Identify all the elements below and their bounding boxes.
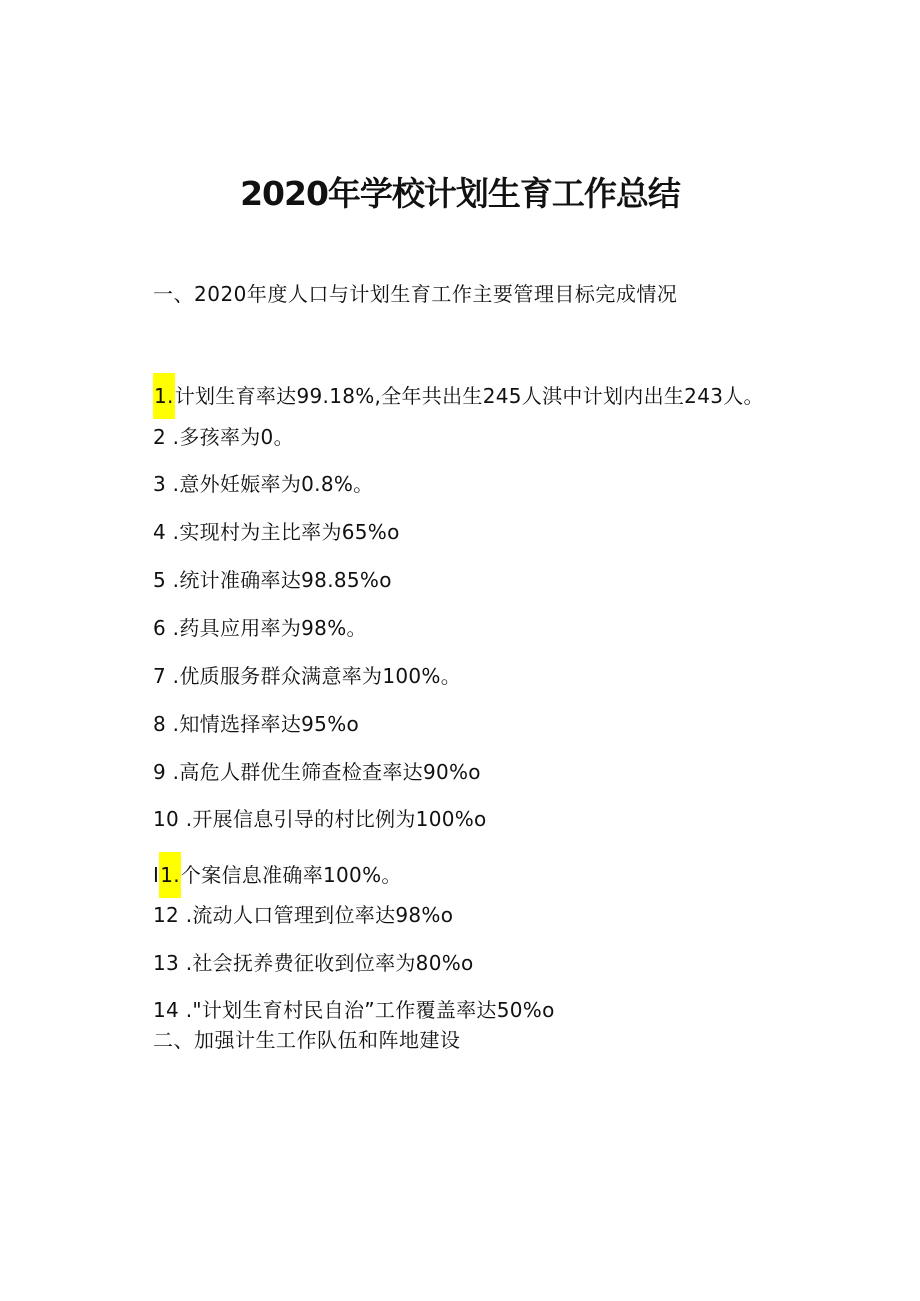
list-item bbox=[153, 565, 392, 595]
item-number: 7 . bbox=[153, 664, 180, 688]
item-text: 流动人口管理到位率达98%o bbox=[192, 903, 454, 927]
section-heading-2: 二、加强计生工作队伍和阵地建设 bbox=[153, 1028, 461, 1052]
item-number: 10 . bbox=[153, 807, 193, 831]
list-item bbox=[153, 709, 359, 739]
item-number: 2 . bbox=[153, 425, 180, 449]
item-text: 社会抚养费征收到位率为80%o bbox=[192, 951, 474, 975]
list-item bbox=[153, 757, 481, 787]
item-text: 优质服务群众满意率为100%。 bbox=[179, 664, 462, 688]
list-item bbox=[153, 517, 400, 547]
item-text: 个案信息准确率100%。 bbox=[180, 863, 402, 887]
list-item bbox=[153, 613, 367, 643]
item-text: 统计准确率达98.85%o bbox=[179, 568, 392, 592]
list-item bbox=[153, 661, 461, 691]
item-number-highlight: 1. bbox=[159, 852, 181, 898]
list-item bbox=[153, 948, 474, 978]
item-text: 实现村为主比率为65%o bbox=[179, 520, 400, 544]
item-number: 1. bbox=[153, 373, 175, 419]
item-text: 药具应用率为98%。 bbox=[179, 616, 367, 640]
item-number-prefix: I bbox=[153, 863, 160, 887]
list-item bbox=[153, 852, 402, 898]
item-number: 13 . bbox=[153, 951, 193, 975]
list-item bbox=[153, 469, 373, 499]
document-title: 2020年学校计划生育工作总结 bbox=[240, 174, 680, 213]
list-item bbox=[153, 900, 453, 930]
item-text: 知情选择率达95%o bbox=[179, 712, 360, 736]
item-number: 14 . bbox=[153, 998, 193, 1022]
item-text: 计划生育率达99.18%,全年共出生245人淇中计划内出生243人。 bbox=[174, 384, 764, 408]
item-text: 多孩率为0。 bbox=[179, 425, 294, 449]
list-item bbox=[153, 804, 487, 834]
section-heading-1: 一、2020年度人口与计划生育工作主要管理目标完成情况 bbox=[153, 282, 678, 306]
item-number: 12 . bbox=[153, 903, 193, 927]
list-item bbox=[153, 373, 764, 419]
item-number: 6 . bbox=[153, 616, 180, 640]
item-text: 高危人群优生筛查检查率达90%o bbox=[179, 760, 481, 784]
item-text: 意外妊娠率为0.8%。 bbox=[179, 472, 374, 496]
item-text: 开展信息引导的村比例为100%o bbox=[192, 807, 487, 831]
item-text: "计划生育村民自治”工作覆盖率达50%o bbox=[192, 998, 555, 1022]
item-number: 4 . bbox=[153, 520, 180, 544]
item-number: 8 . bbox=[153, 712, 180, 736]
list-item bbox=[153, 995, 555, 1025]
list-item bbox=[153, 422, 294, 452]
item-number: 9 . bbox=[153, 760, 180, 784]
item-number: 5 . bbox=[153, 568, 180, 592]
item-number: 3 . bbox=[153, 472, 180, 496]
